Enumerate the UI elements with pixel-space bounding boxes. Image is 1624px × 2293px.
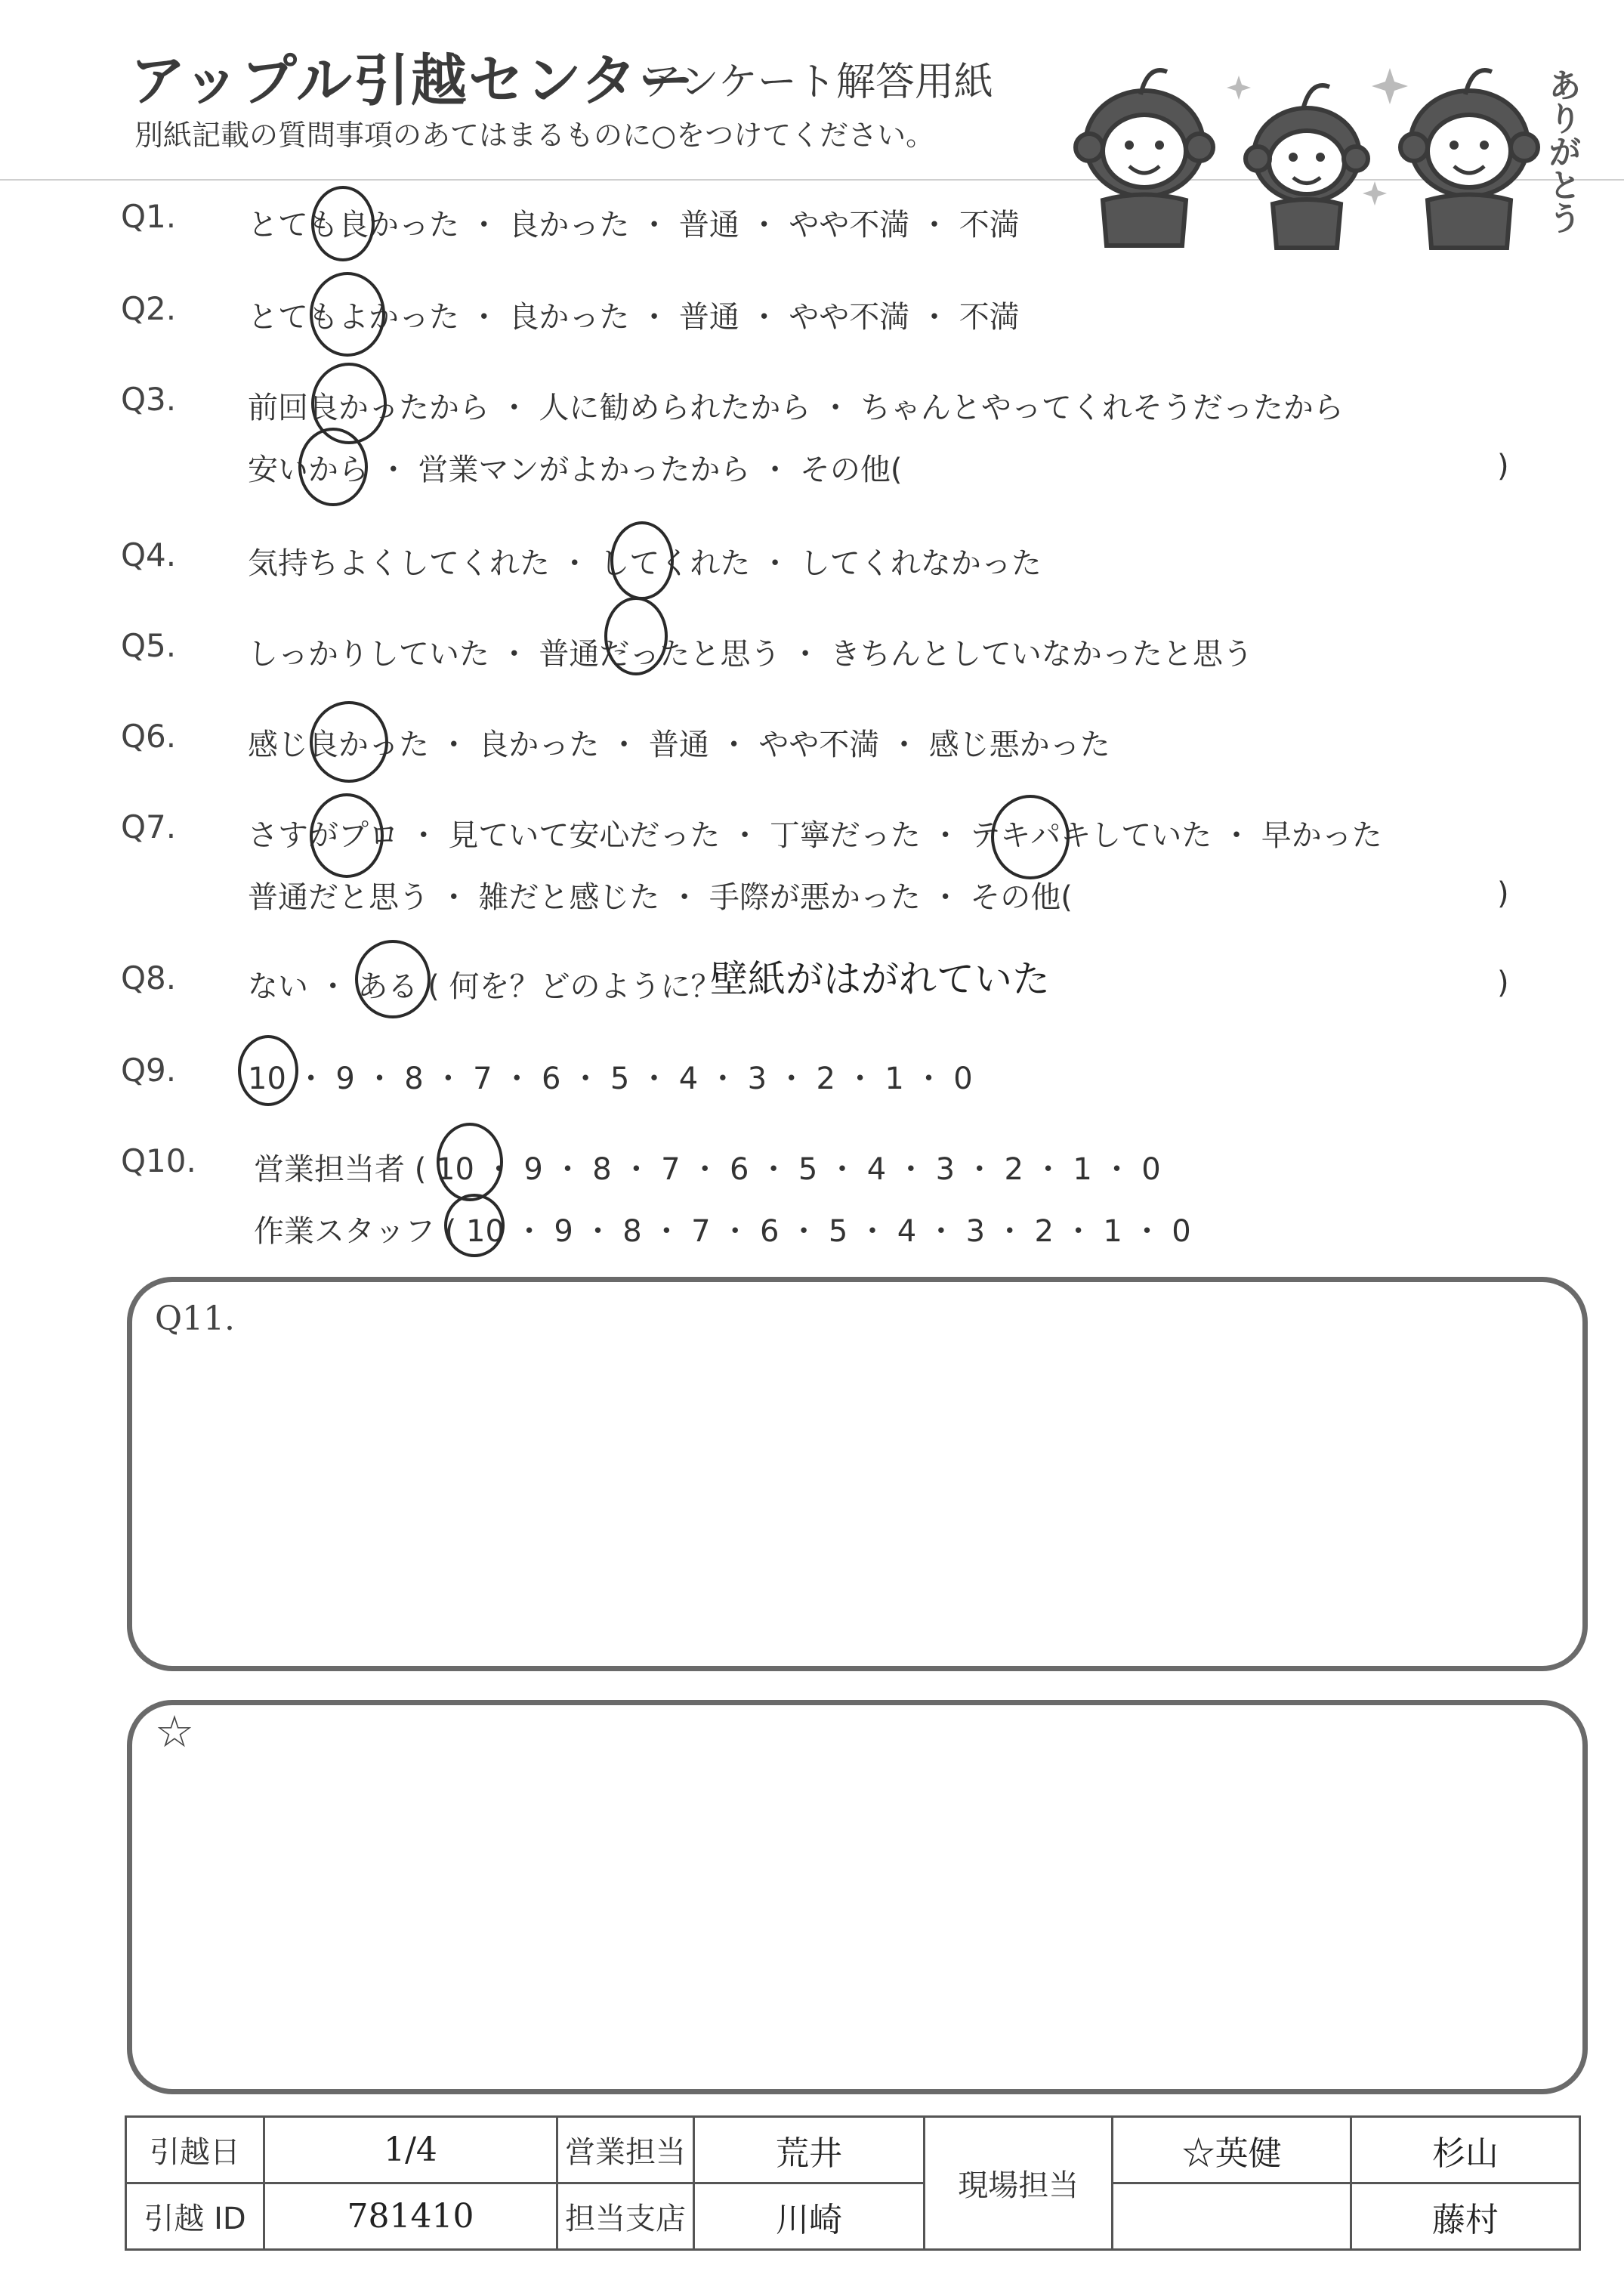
answer-circle (238, 1035, 298, 1106)
answer-circle (310, 793, 384, 878)
move-date-label: 引越日 (126, 2117, 264, 2183)
monkey-mascot-icon (1057, 53, 1579, 257)
company-title: アップル引越センター (130, 48, 696, 113)
close-paren: ) (1497, 449, 1509, 484)
q11-answer-box[interactable] (127, 1277, 1588, 1671)
question-options: さすがプロ ・ 見ていて安心だった ・ 丁寧だった ・ テキパキしていた ・ 早かった (248, 818, 1382, 853)
answer-circle (355, 940, 431, 1018)
question-label: Q2. (121, 290, 177, 327)
question-label: Q6. (121, 718, 177, 755)
star-icon: ☆ (155, 1706, 194, 1757)
answer-circle (310, 701, 388, 783)
question-options: しっかりしていた ・ 普通だったと思う ・ きちんとしていなかったと思う (248, 637, 1253, 672)
move-id-label: 引越 ID (126, 2183, 264, 2250)
question-options: 感じ良かった ・ 良かった ・ 普通 ・ やや不満 ・ 感じ悪かった (248, 728, 1110, 762)
answer-circle (298, 428, 368, 506)
staff-1: 杉山 (1351, 2117, 1579, 2183)
form-subtitle: アンケート解答用紙 (642, 60, 993, 105)
site-leader: ☆英健 (1113, 2117, 1351, 2183)
answer-circle (310, 272, 385, 357)
question-options: とてもよかった ・ 良かった ・ 普通 ・ やや不満 ・ 不満 (248, 300, 1020, 335)
question-options: 作業スタッフ ( 10 ・ 9 ・ 8 ・ 7 ・ 6 ・ 5 ・ 4 ・ 3 ・ 2 ・ 1 ・ 0 (254, 1214, 1191, 1249)
question-options: ない ・ ある ( 何を？どのように？ (248, 969, 721, 1004)
branch-label: 担当支店 (557, 2183, 693, 2250)
question-label: Q8. (121, 960, 177, 997)
answer-circle (311, 186, 375, 261)
move-date-value: 1/4 (264, 2117, 557, 2183)
answer-circle (991, 795, 1070, 879)
site-empty (1113, 2183, 1351, 2250)
answer-circle (444, 1194, 505, 1257)
q11-label: Q11. (155, 1299, 236, 1338)
footer-table (125, 2115, 1581, 2251)
question-options: 10 ・ 9 ・ 8 ・ 7 ・ 6 ・ 5 ・ 4 ・ 3 ・ 2 ・ 1 ・ 0 (248, 1062, 973, 1096)
question-options: 営業担当者 ( 10 ・ 9 ・ 8 ・ 7 ・ 6 ・ 5 ・ 4 ・ 3 ・ 2 ・ 1 ・ 0 (254, 1152, 1161, 1187)
question-label: Q1. (121, 198, 177, 235)
question-label: Q10. (121, 1142, 196, 1179)
comment-box[interactable] (127, 1700, 1588, 2094)
move-id-value: 781410 (264, 2183, 557, 2250)
answer-circle (437, 1123, 503, 1201)
question-label: Q4. (121, 536, 177, 573)
mascot-caption: ありがとう (1542, 68, 1581, 234)
question-options: 気持ちよくしてくれた ・ してくれた ・ してくれなかった (248, 546, 1042, 581)
question-label: Q3. (121, 381, 177, 418)
question-options: とても良かった ・ 良かった ・ 普通 ・ やや不満 ・ 不満 (248, 208, 1020, 243)
form-instruction: 別紙記載の質問事項のあてはまるものに○をつけてください。 (134, 119, 935, 152)
answer-circle (610, 521, 674, 600)
sales-label: 営業担当 (557, 2117, 693, 2183)
site-label: 現場担当 (925, 2117, 1113, 2250)
question-label: Q5. (121, 627, 177, 664)
branch-name: 川崎 (693, 2183, 924, 2250)
close-paren: ) (1497, 966, 1509, 1000)
question-options: 前回良かったから ・ 人に勧められたから ・ ちゃんとやってくれそうだったから (248, 391, 1344, 425)
answer-circle (604, 597, 668, 675)
question-options: 安いから ・ 営業マンがよかったから ・ その他( (248, 453, 903, 487)
question-label: Q9. (121, 1052, 177, 1089)
staff-2: 藤村 (1351, 2183, 1579, 2250)
question-options: 普通だと思う ・ 雑だと感じた ・ 手際が悪かった ・ その他( (248, 880, 1073, 915)
sales-name: 荒井 (693, 2117, 924, 2183)
handwritten-answer: 壁紙がはがれていた (710, 957, 1050, 1001)
question-label: Q7. (121, 808, 177, 845)
close-paren: ) (1497, 876, 1509, 911)
